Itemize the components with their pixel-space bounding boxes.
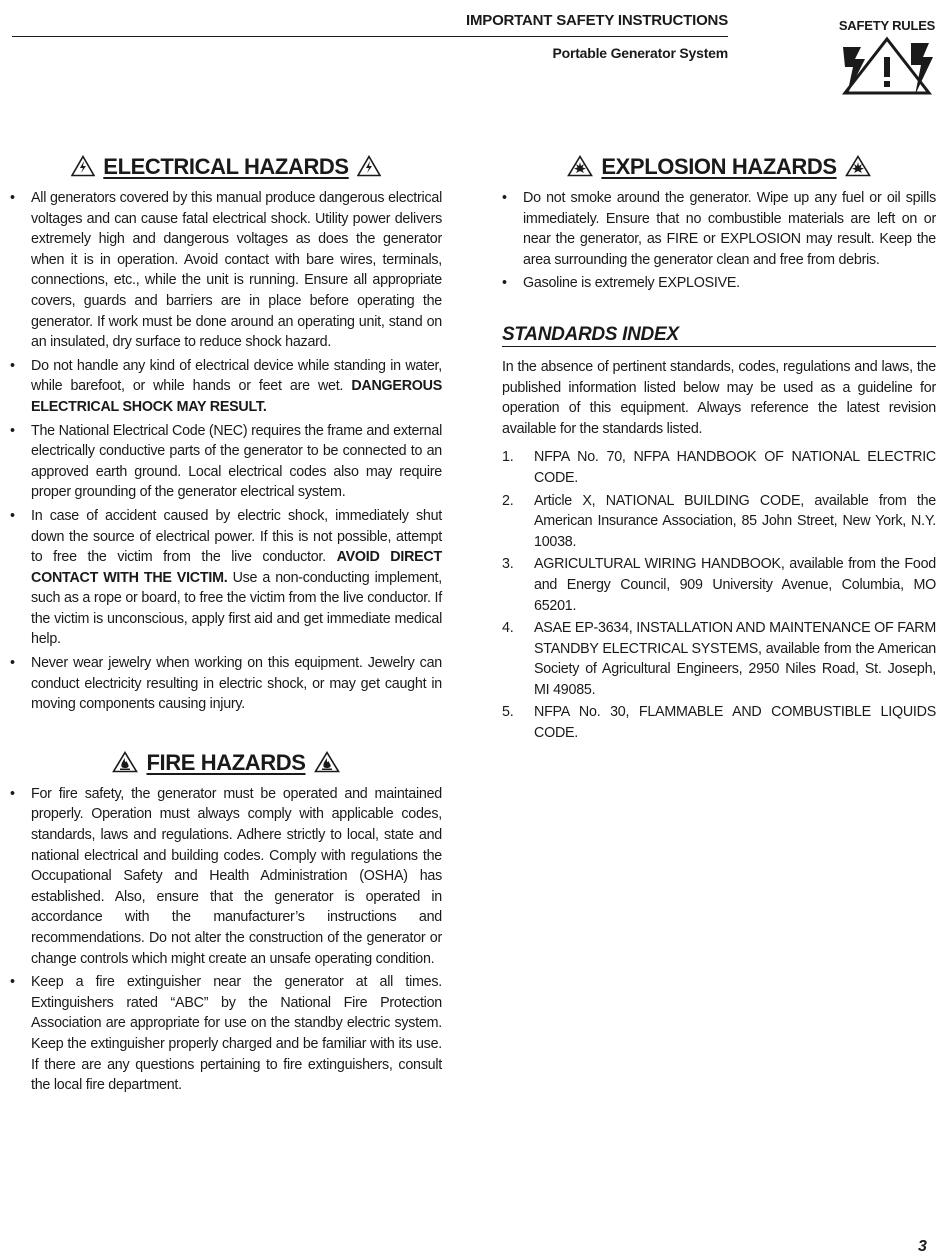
list-item: 4. ASAE EP-3634, INSTALLATION AND MAINTENANCE OF FARM STANDBY ELECTRICAL SYSTEMS, available from the American Society of Agricultural Engineers, 2950 Niles Road, St. Joseph, MI 49085.: [502, 620, 936, 698]
list-item: 3. AGRICULTURAL WIRING HANDBOOK, available from the Food and Energy Council, 909 University Avenue, Columbia, MO 65201.: [502, 556, 936, 614]
electrical-hazards-list: [10, 188, 442, 715]
list-item: • Do not handle any kind of electrical device while standing in water, while barefoot, or while hands or feet are wet. DANGEROUS ELECTRICAL SHOCK MAY RESULT.: [10, 356, 442, 418]
fire-warning-icon: [314, 751, 340, 773]
fire-hazards-title: FIRE HAZARDS: [146, 749, 306, 775]
right-column: [502, 150, 936, 746]
explosion-warning-icon: [845, 155, 871, 177]
left-column: [10, 150, 442, 1099]
header-title: IMPORTANT SAFETY INSTRUCTIONS: [466, 12, 728, 29]
standards-index-heading: STANDARDS INDEX: [502, 324, 936, 347]
lightning-warning-icon: [839, 35, 935, 97]
fire-hazards-list: [10, 784, 442, 1096]
electrical-hazards-title: ELECTRICAL HAZARDS: [103, 154, 349, 179]
list-item: 2. Article X, NATIONAL BUILDING CODE, available from the American Insurance Association, 85 John Street, New York, N.Y. 10038.: [502, 492, 936, 550]
explosion-hazards-title: EXPLOSION HAZARDS: [601, 154, 837, 179]
list-item: • The National Electrical Code (NEC) requires the frame and external electrically conductive parts of the generator to be connected to an approved earth ground. Local electrical codes also may require proper grounding of the generator electrical system.: [10, 421, 442, 503]
list-item: • For fire safety, the generator must be operated and maintained properly. Operation must always comply with applicable codes, standards, laws and regulations. Adhere strictly to local, state and national electrical and building codes. Comply with regulations the Occupational Safety and Health Administration (OSHA) has established. Also, ensure that the generator is operated in accordance with the manufacturer’s instructions and recommendations. Do not alter the construction of the generator or change controls which might create an unsafe operating condition.: [10, 784, 442, 969]
electric-shock-warning-icon: [357, 155, 381, 177]
explosion-hazards-heading: [502, 150, 936, 184]
list-item: • Gasoline is extremely EXPLOSIVE.: [502, 273, 936, 294]
list-item: • Do not smoke around the generator. Wipe up any fuel or oil spills immediately. Ensure that no combustible materials are left on or near the generator, as FIRE or EXPLOSION may result. Keep the area surrounding the generator clean and free from debris.: [502, 188, 936, 270]
electric-shock-warning-icon: [71, 155, 95, 177]
explosion-hazards-list: [502, 188, 936, 294]
safety-rules-label: SAFETY RULES: [838, 18, 936, 33]
explosion-warning-icon: [567, 155, 593, 177]
list-item: 1. NFPA No. 70, NFPA HANDBOOK OF NATIONAL ELECTRIC CODE.: [502, 449, 936, 486]
list-item: • Never wear jewelry when working on this equipment. Jewelry can conduct electricity resulting in electric shock, or may get caught in moving components causing injury.: [10, 653, 442, 715]
safety-rules-badge: [832, 18, 942, 97]
fire-warning-icon: [112, 751, 138, 773]
standards-intro: In the absence of pertinent standards, codes, regulations and laws, the published information listed below may be used as a guideline for operation of this equipment. Always reference the latest revision available for the standards listed.: [502, 358, 936, 437]
standards-list: [502, 447, 936, 743]
list-item: 5. NFPA No. 30, FLAMMABLE AND COMBUSTIBLE LIQUIDS CODE.: [502, 704, 936, 742]
list-item: • All generators covered by this manual produce dangerous electrical voltages and can cause fatal electrical shock. Utility power delivers extremely high and dangerous voltages as does the generator when it is in operation. Avoid contact with bare wires, terminals, connections, etc., while the unit is running. Ensure all appropriate covers, guards and barriers are in place before operating the generator. If work must be done around an operating unit, stand on an insulated, dry surface to reduce shock hazard.: [10, 188, 442, 353]
header-subtitle: Portable Generator System: [552, 45, 728, 61]
page-number: 3: [918, 1238, 927, 1255]
electrical-hazards-heading: [10, 150, 442, 184]
list-item: • Keep a fire extinguisher near the generator at all times. Extinguishers rated “ABC” by the National Fire Protection Association are appropriate for use on the standby electric system. Keep the extinguisher properly charged and be familiar with its use. If there are any questions pertaining to fire extinguishers, consult the local fire department.: [10, 972, 442, 1096]
list-item: • In case of accident caused by electric shock, immediately shut down the source of electrical power. If this is not possible, attempt to free the victim from the live conductor. AVOID DIRECT CONTACT WITH THE VICTIM. Use a non-conducting implement, such as a rope or board, to free the victim from the live conductor. If the victim is unconscious, apply first aid and get immediate medical help.: [10, 506, 442, 650]
header-divider: [12, 36, 728, 37]
fire-hazards-heading: [10, 746, 442, 780]
